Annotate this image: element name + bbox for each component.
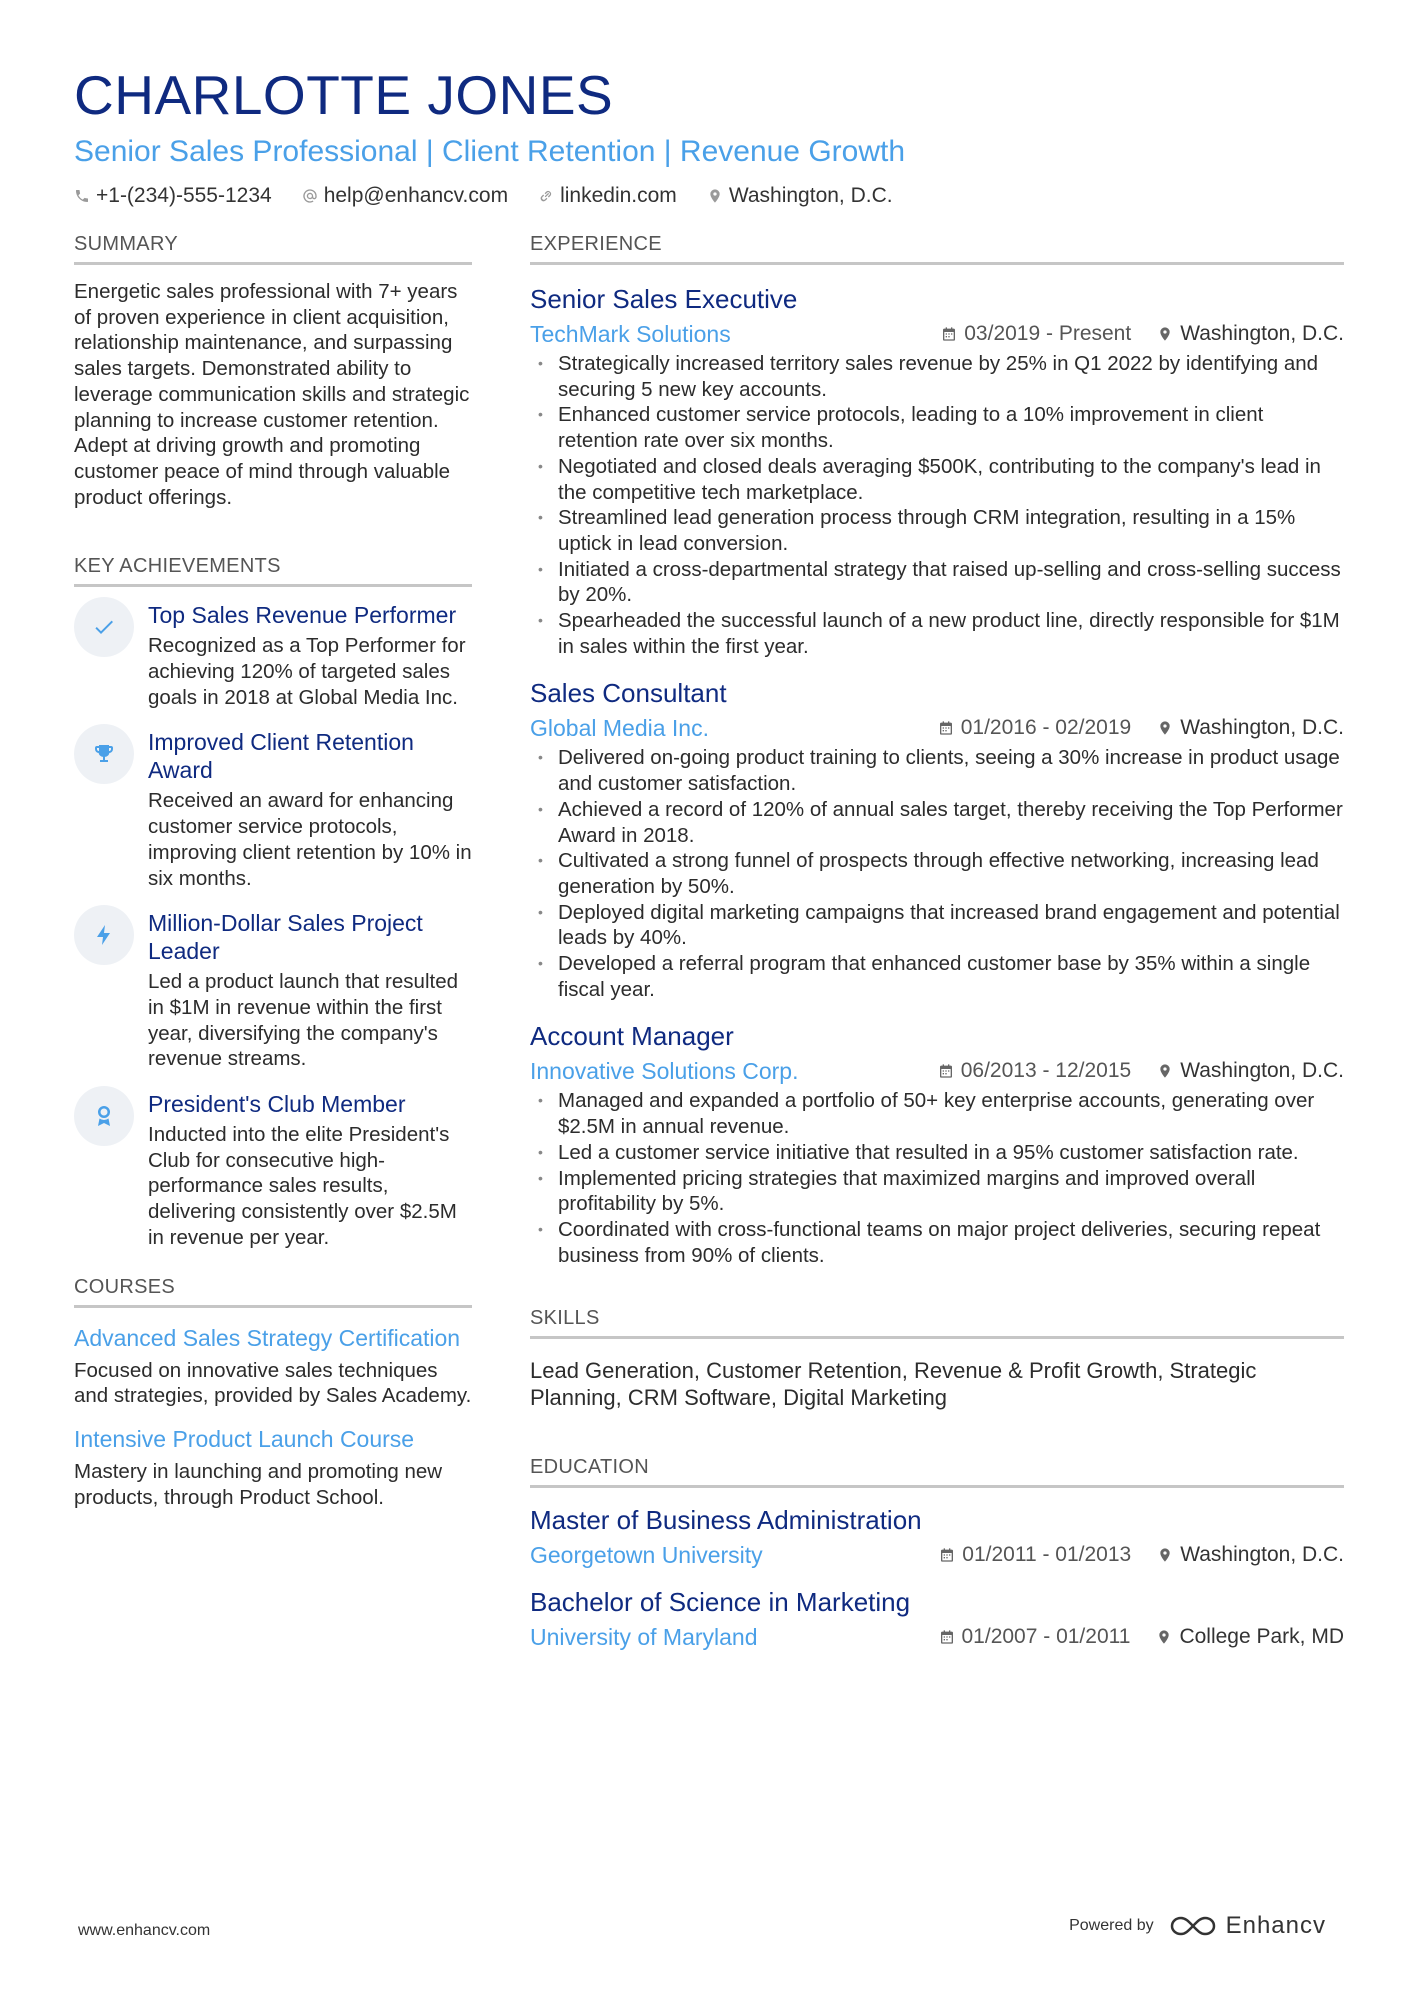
job-location-text: Washington, D.C. xyxy=(1180,322,1344,345)
enhancv-logo[interactable] xyxy=(1170,1912,1326,1940)
job-title: Sales Consultant xyxy=(530,678,727,709)
job-location xyxy=(1157,1057,1344,1085)
course-title: Advanced Sales Strategy Certification xyxy=(74,1324,461,1351)
summary-heading: SUMMARY xyxy=(74,232,472,265)
bullet-item: • Strategically increased territory sales revenue by 25% in Q1 2022 by identifying and securing 5 new key accounts. xyxy=(530,351,1344,402)
achievement-text: Inducted into the elite President's Club for consecutive high-performance sales results, delivering consistently over $2.5M in revenue per year. xyxy=(148,1123,457,1249)
achievement-title: Top Sales Revenue Performer xyxy=(148,602,457,629)
course-text: Focused on innovative sales techniques and strategies, provided by Sales Academy. xyxy=(74,1358,472,1408)
job-bullets xyxy=(530,745,1344,1002)
experience-section xyxy=(530,232,1344,1268)
calendar-icon xyxy=(941,326,957,342)
bolt-icon xyxy=(74,905,134,965)
bullet-item: • Coordinated with cross-functional teams on major project deliveries, securing repeat business from 90% of clients. xyxy=(530,1217,1344,1268)
courses-section xyxy=(74,1275,472,1511)
map-pin-icon xyxy=(1156,1629,1172,1645)
achievement-text: Received an award for enhancing customer service protocols, improving client retention by 10% in six months. xyxy=(148,789,472,890)
achievement-title: Million-Dollar Sales Project Leader xyxy=(148,910,423,965)
calendar-icon xyxy=(938,720,954,736)
achievement-item xyxy=(74,909,472,1072)
contact-bar xyxy=(74,182,1354,210)
job-meta xyxy=(530,1056,1344,1086)
job-location-text: Washington, D.C. xyxy=(1180,1059,1344,1083)
school-name: University of Maryland xyxy=(530,1624,758,1651)
candidate-name: CHARLOTTE JONES xyxy=(74,64,614,126)
job-bullets xyxy=(530,1088,1344,1268)
skills-text: Lead Generation, Customer Retention, Revenue & Profit Growth, Strategic Planning, CRM Software, Digital Marketing xyxy=(530,1358,1257,1411)
education-meta xyxy=(530,1622,1344,1652)
courses-heading: COURSES xyxy=(74,1275,472,1308)
education-dates xyxy=(939,1541,1131,1569)
footer-branding xyxy=(1069,1912,1326,1940)
bullet-item: • Deployed digital marketing campaigns that increased brand engagement and potential leads by 40%. xyxy=(530,900,1344,951)
achievements-list xyxy=(74,601,472,1250)
brand-name: Enhancv xyxy=(1225,1912,1326,1939)
education-dates-text: 01/2011 - 01/2013 xyxy=(962,1543,1132,1567)
left-column xyxy=(74,232,472,1510)
job-meta xyxy=(530,319,1344,349)
achievement-text: Recognized as a Top Performer for achieving 120% of targeted sales goals in 2018 at Global Media Inc. xyxy=(148,634,466,709)
map-pin-icon xyxy=(1157,720,1173,736)
bullet-item: • Negotiated and closed deals averaging $500K, contributing to the company's lead in the competitive tech marketplace. xyxy=(530,454,1344,505)
achievement-item xyxy=(74,728,472,891)
school-name: Georgetown University xyxy=(530,1542,763,1569)
contact-location xyxy=(707,182,893,210)
education-location-text: College Park, MD xyxy=(1179,1625,1344,1649)
map-pin-icon xyxy=(1157,1063,1173,1079)
phone-number: +1-(234)-555-1234 xyxy=(96,184,272,207)
education-dates-text: 01/2007 - 01/2011 xyxy=(961,1625,1131,1649)
job-dates xyxy=(938,1057,1131,1085)
phone-icon xyxy=(74,188,90,204)
bullet-item: • Delivered on-going product training to clients, seeing a 30% increase in product usage and customer satisfaction. xyxy=(530,745,1344,796)
bullet-item: • Implemented pricing strategies that maximized margins and improved overall profitability by 5%. xyxy=(530,1166,1344,1217)
course-item xyxy=(74,1425,472,1510)
job-location xyxy=(1157,320,1344,348)
education-meta xyxy=(530,1540,1344,1570)
job-dates xyxy=(941,320,1131,348)
achievement-item xyxy=(74,601,472,710)
course-item xyxy=(74,1324,472,1409)
map-pin-icon xyxy=(1157,1547,1173,1563)
company-name: Global Media Inc. xyxy=(530,715,709,742)
check-icon xyxy=(74,597,134,657)
experience-heading: EXPERIENCE xyxy=(530,232,1344,265)
footer-website-link[interactable]: www.enhancv.com xyxy=(78,1922,211,1939)
linkedin-url: linkedin.com xyxy=(560,184,677,207)
course-text: Mastery in launching and promoting new products, through Product School. xyxy=(74,1459,443,1509)
summary-section xyxy=(74,232,472,510)
bullet-item: • Developed a referral program that enhanced customer base by 35% within a single fiscal year. xyxy=(530,951,1344,1002)
job-bullets xyxy=(530,351,1344,659)
job-entry xyxy=(530,677,1344,1002)
contact-email[interactable] xyxy=(302,182,508,210)
bullet-item: • Managed and expanded a portfolio of 50+ key enterprise accounts, generating over $2.5M in annual revenue. xyxy=(530,1088,1344,1139)
achievement-title: Improved Client Retention Award xyxy=(148,729,414,784)
achievements-section xyxy=(74,554,472,1250)
calendar-icon xyxy=(939,1547,955,1563)
award-icon xyxy=(74,1086,134,1146)
job-dates xyxy=(938,714,1131,742)
job-title: Senior Sales Executive xyxy=(530,284,798,314)
calendar-icon xyxy=(938,1063,954,1079)
map-pin-icon xyxy=(707,188,723,204)
email-address: help@enhancv.com xyxy=(323,184,509,207)
bullet-item: • Cultivated a strong funnel of prospects through effective networking, increasing lead generation by 50%. xyxy=(530,848,1344,899)
education-heading: EDUCATION xyxy=(530,1455,1344,1488)
right-column xyxy=(530,232,1344,1652)
education-dates xyxy=(939,1623,1131,1651)
achievement-item xyxy=(74,1090,472,1251)
job-dates-text: 06/2013 - 12/2015 xyxy=(960,1059,1132,1083)
trophy-icon xyxy=(74,724,134,784)
job-title: Account Manager xyxy=(530,1021,734,1052)
job-entry xyxy=(530,283,1344,659)
achievement-title: President's Club Member xyxy=(148,1091,406,1118)
bullet-item: • Streamlined lead generation process through CRM integration, resulting in a 15% uptick in lead conversion. xyxy=(530,505,1344,556)
course-title: Intensive Product Launch Course xyxy=(74,1425,415,1452)
map-pin-icon xyxy=(1157,326,1173,342)
education-location-text: Washington, D.C. xyxy=(1180,1543,1344,1567)
company-name: Innovative Solutions Corp. xyxy=(530,1058,799,1085)
resume-header xyxy=(74,60,1354,210)
job-location xyxy=(1157,714,1344,742)
bullet-item: • Initiated a cross-departmental strategy that raised up-selling and cross-selling success by 20%. xyxy=(530,557,1344,608)
calendar-icon xyxy=(939,1629,955,1645)
contact-phone[interactable] xyxy=(74,182,272,210)
skills-heading: SKILLS xyxy=(530,1306,1344,1339)
bullet-item: • Spearheaded the successful launch of a new product line, directly responsible for $1M in sales within the first year. xyxy=(530,608,1344,659)
contact-linkedin[interactable] xyxy=(538,182,677,210)
degree-title: Master of Business Administration xyxy=(530,1505,922,1536)
company-name: TechMark Solutions xyxy=(530,321,731,347)
link-icon xyxy=(538,188,554,204)
education-entry xyxy=(530,1586,1344,1652)
education-location xyxy=(1156,1623,1344,1651)
job-dates-text: 03/2019 - Present xyxy=(964,322,1132,345)
powered-by-label: Powered by xyxy=(1069,1917,1154,1934)
education-location xyxy=(1157,1541,1344,1569)
degree-title: Bachelor of Science in Marketing xyxy=(530,1587,911,1618)
infinity-logo-icon xyxy=(1170,1914,1216,1938)
education-entry xyxy=(530,1504,1344,1570)
bullet-item: • Achieved a record of 120% of annual sales target, thereby receiving the Top Performer Award in 2018. xyxy=(530,797,1344,848)
achievements-heading: KEY ACHIEVEMENTS xyxy=(74,554,472,587)
summary-text: Energetic sales professional with 7+ years of proven experience in client acquisition, relationship maintenance, and surpassing sales targets. Demonstrated ability to leverage communication skills and strategic planning to increase customer retention. Adept at driving growth and promoting customer peace of mind through valuable product offerings. xyxy=(74,280,470,509)
location-text: Washington, D.C. xyxy=(728,184,893,207)
achievement-text: Led a product launch that resulted in $1M in revenue within the first year, diversifying the company's revenue streams. xyxy=(148,970,458,1071)
job-dates-text: 01/2016 - 02/2019 xyxy=(960,716,1132,740)
education-section xyxy=(530,1455,1344,1652)
job-entry xyxy=(530,1020,1344,1268)
bullet-item: • Enhanced customer service protocols, leading to a 10% improvement in client retention rate over six months. xyxy=(530,402,1344,453)
at-icon xyxy=(302,188,318,204)
candidate-title: Senior Sales Professional | Client Retention | Revenue Growth xyxy=(74,135,906,168)
bullet-item: • Led a customer service initiative that resulted in a 95% customer satisfaction rate. xyxy=(530,1140,1344,1166)
job-meta xyxy=(530,713,1344,743)
job-location-text: Washington, D.C. xyxy=(1180,716,1344,740)
skills-section xyxy=(530,1306,1344,1411)
